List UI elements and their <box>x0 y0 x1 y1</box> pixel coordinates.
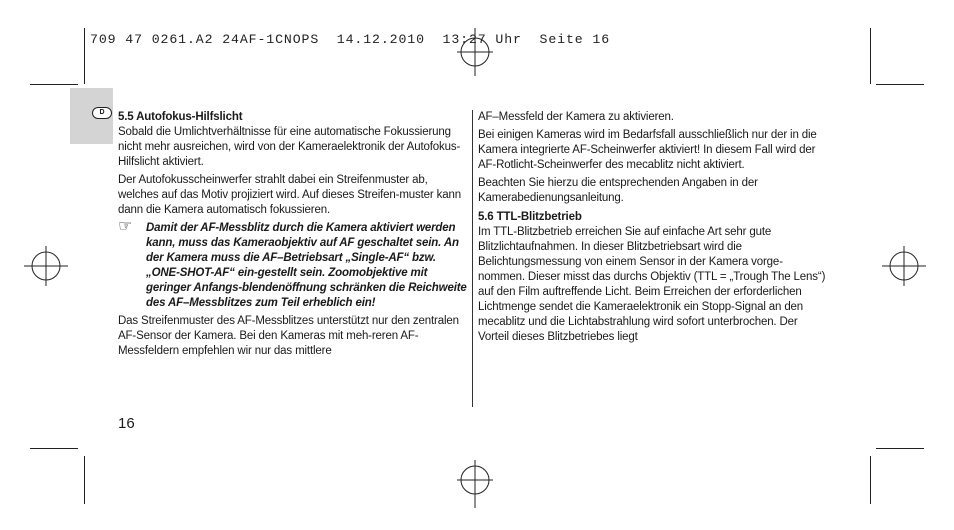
right-column <box>478 110 828 348</box>
registration-mark-bottom-icon <box>457 460 493 508</box>
registration-mark-left-icon <box>24 246 68 286</box>
crop-mark-bottom-right-h <box>876 448 924 449</box>
section-heading-ttl: 5.6 TTL-Blitzbetrieb <box>478 211 582 223</box>
paragraph: Beachten Sie hierzu die entsprechenden Angaben in der Kamerabedienungsanleitung. <box>478 177 758 204</box>
pointing-hand-icon: ☞ <box>118 218 133 235</box>
paragraph: AF–Messfeld der Kamera zu aktivieren. <box>478 111 674 123</box>
paragraph: Im TTL-Blitzbetrieb erreichen Sie auf einfache Art sehr gute Blitzlichtaufnahmen. In dieser Blitzbetriebsart wird die Belichtungsmessung von einem Sensor in der Kamera vorge-nommen. Dieser misst das durchs Objektiv (TTL = „Trough The Lens“) auf den Film auftreffende Licht. Beim Erreichen der erforderlichen Lichtmenge sendet die Kameraelektronik ein Stopp-Signal an den mecablitz und die Lichtabstrahlung wird sofort unterbrochen. Der Vorteil dieses Blitzbetriebes liegt <box>478 226 826 343</box>
print-slug-header: 709 47 0261.A2 24AF-1CNOPS 14.12.2010 13:27 Uhr Seite 16 <box>90 32 611 47</box>
crop-mark-top-left-h <box>30 84 78 85</box>
registration-mark-right-icon <box>882 246 926 286</box>
crop-mark-top-left-v <box>84 28 85 84</box>
warning-note-text: Damit der AF-Messblitz durch die Kamera aktiviert werden kann, muss das Kameraobjektiv auf AF geschaltet sein. An der Kamera muss die AF–Betriebsart „Single-AF“ bzw. „ONE-SHOT-AF“ ein-gestellt sein. Zoomobjektive mit geringer Anfangs-blendenöffnung schränken die Reichweite des AF–Messblitzes zum Teil erheblich ein! <box>146 222 467 309</box>
paragraph: Das Streifenmuster des AF-Messblitzes unterstützt nur den zentralen AF-Sensor der Kamera. Bei den Kameras mit meh-reren AF-Messfeldern empfehlen wir nur das mittlere <box>118 315 459 357</box>
crop-mark-top-right-h <box>876 84 924 85</box>
crop-mark-bottom-left-v <box>84 456 85 504</box>
crop-mark-bottom-left-h <box>30 448 78 449</box>
paragraph: Bei einigen Kameras wird im Bedarfsfall ausschließlich nur der in die Kamera integrierte AF-Scheinwerfer aktiviert! In diesem Fall wird der AF-Rotlicht-Scheinwerfer des mecablitz nicht aktiviert. <box>478 129 817 171</box>
column-divider <box>472 110 473 407</box>
paragraph: Der Autofokusscheinwerfer strahlt dabei ein Streifenmuster ab, welches auf das Motiv projiziert wird. Auf dieses Streifen-muster kann dann die Kamera automatisch fokussieren. <box>118 174 461 216</box>
left-column <box>118 110 468 362</box>
section-heading-autofocus: 5.5 Autofokus-Hilfslicht <box>118 111 243 123</box>
warning-note <box>118 218 468 311</box>
page-number: 16 <box>118 415 135 432</box>
crop-mark-top-right-v <box>870 28 871 84</box>
language-badge: D <box>92 107 112 119</box>
crop-mark-bottom-right-v <box>870 456 871 504</box>
paragraph: Sobald die Umlichtverhältnisse für eine automatische Fokussierung nicht mehr ausreichen, wird von der Kameraelektronik der Autofokus-Hilfslicht aktiviert. <box>118 126 461 168</box>
registration-mark-top-icon <box>457 28 493 76</box>
